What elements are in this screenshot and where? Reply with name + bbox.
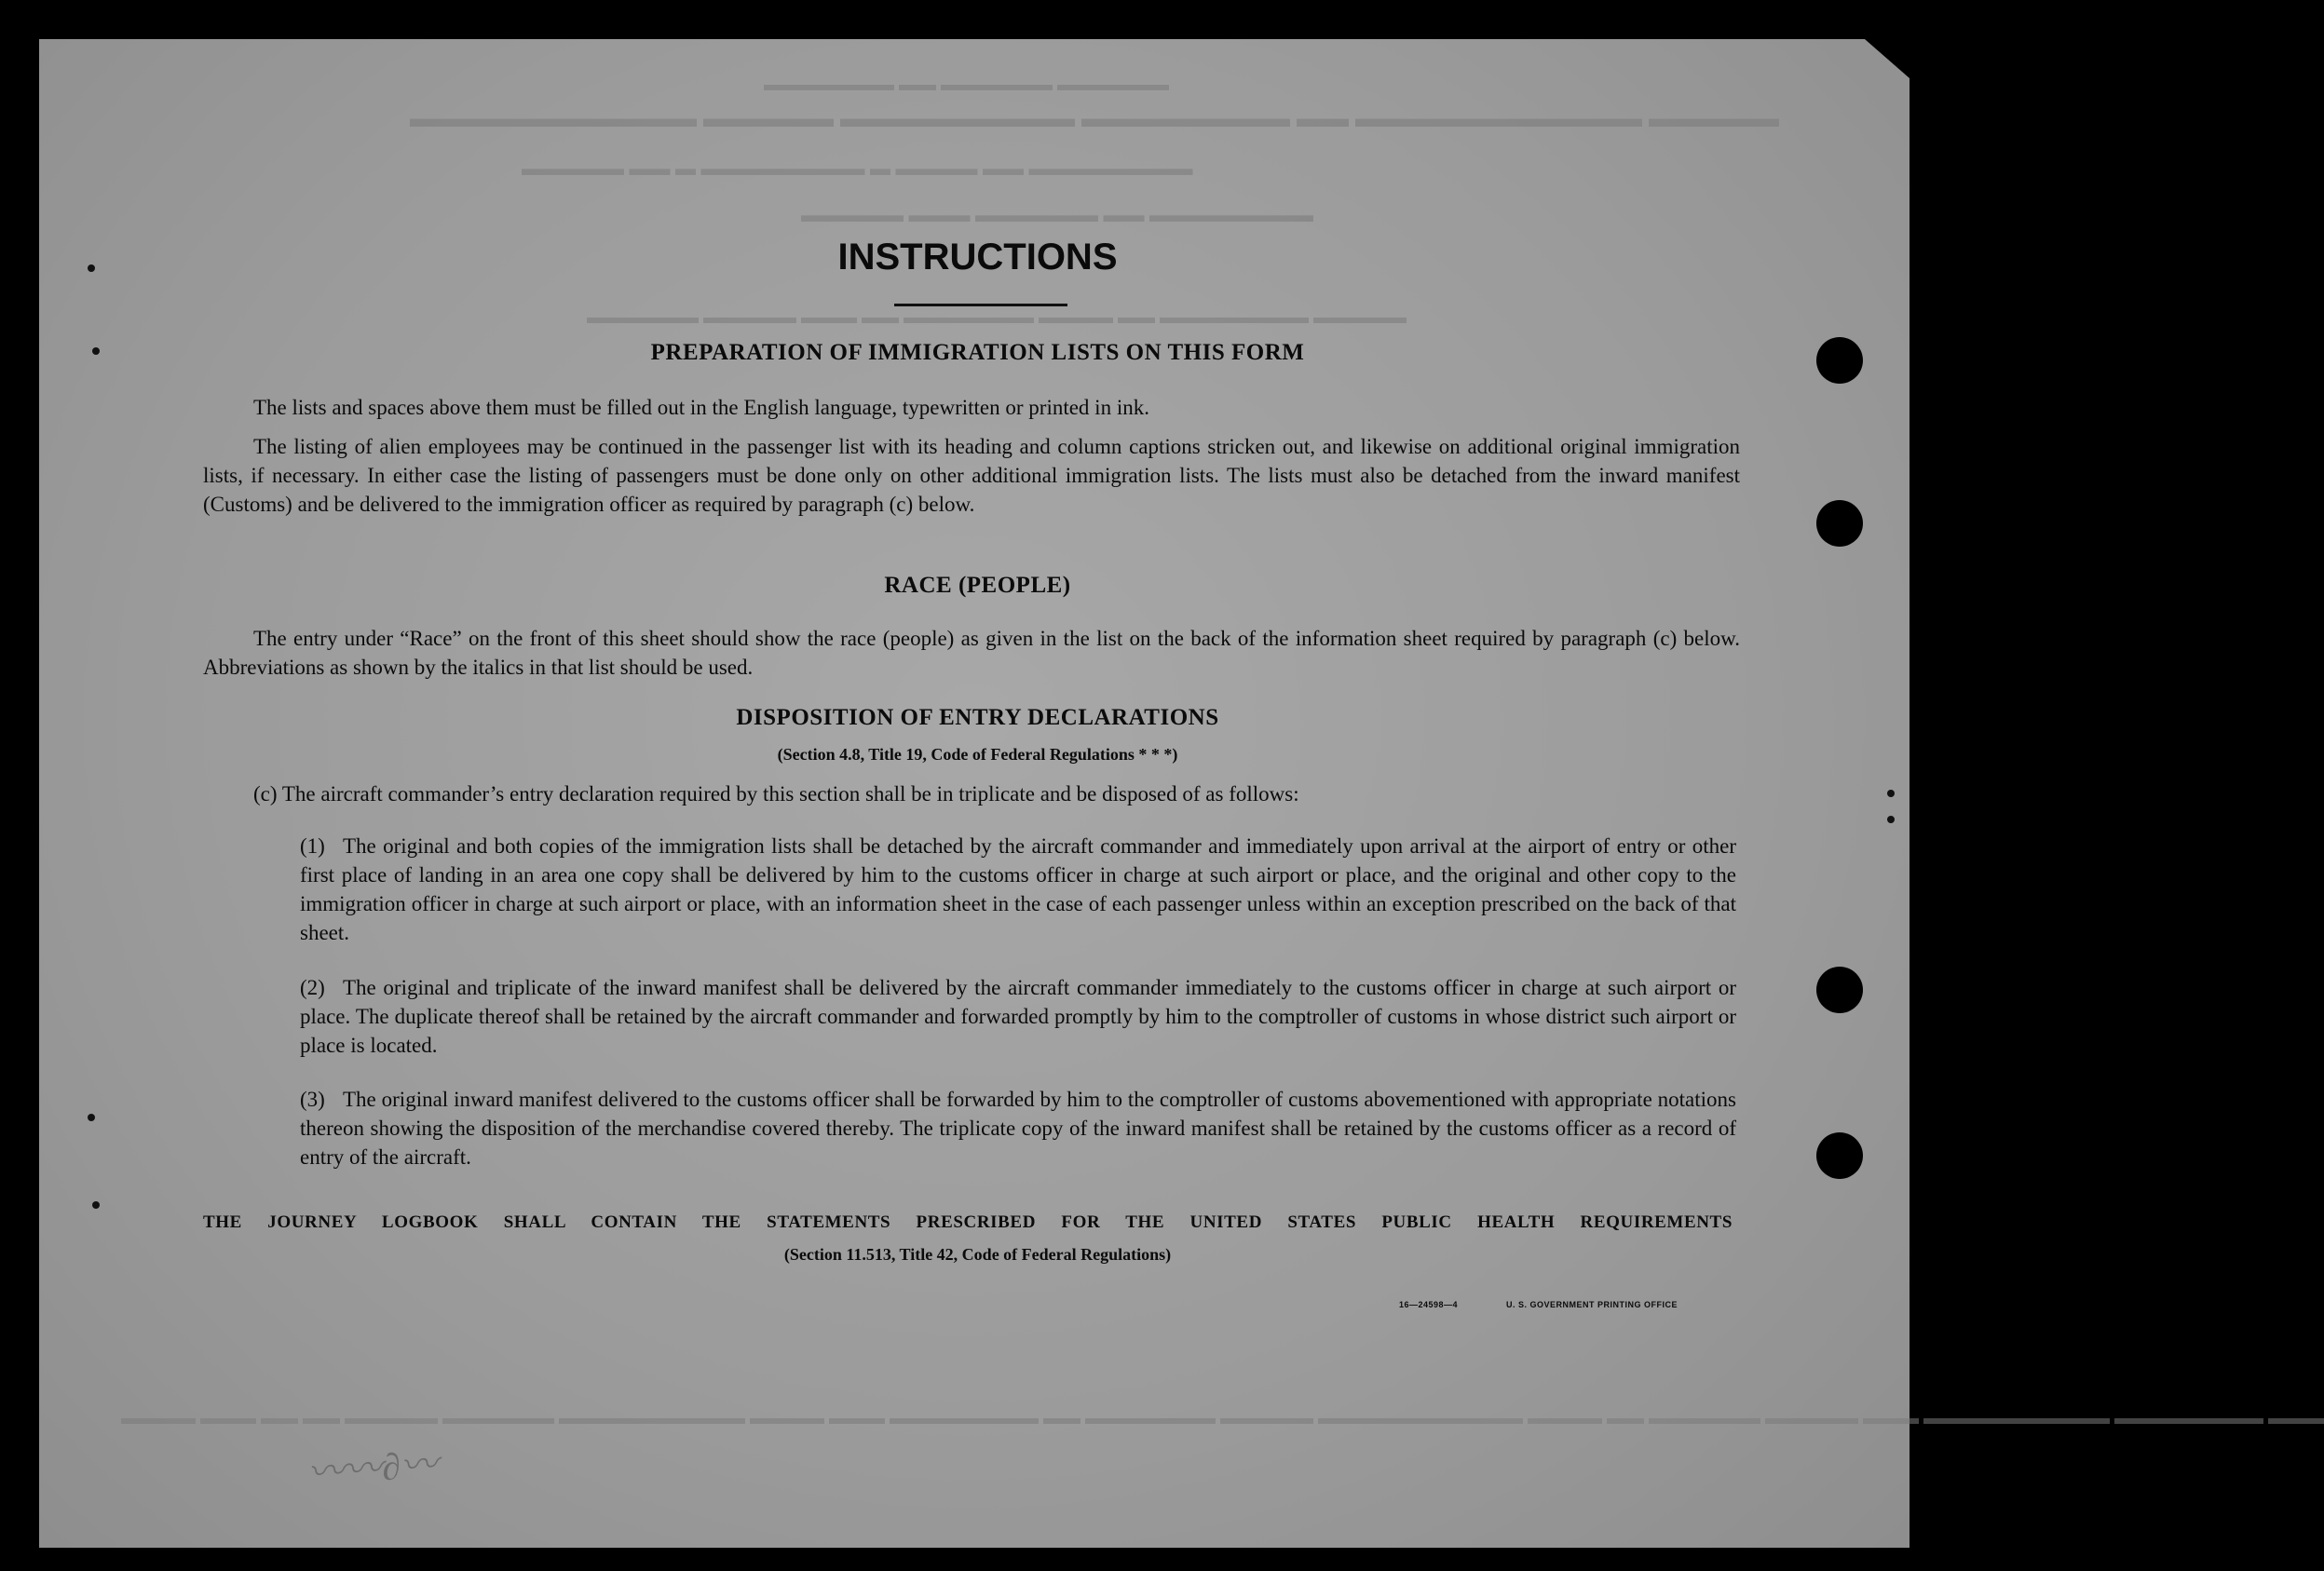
disposition-item-1 [300,832,1736,947]
item-text: The original and both copies of the immigration lists shall be detached by the aircraft commander and immediately upon arrival at the airport of entry or other first place of landing in an area one copy shall be delivered by him to the customs officer in charge at such airport or place, and the original and other copy to the immigration officer in charge at such airport or place, with an information sheet in the case of each passenger unless within an exception prescribed on the back of that sheet. [300,834,1736,944]
signature-bleed-through: 〰〰∂〰 [306,1442,440,1494]
item-number: (1) [300,834,325,858]
disposition-item-3 [300,1085,1736,1171]
bleed-through-row: ▬▬▬▬▬ ▬▬▬▬▬▬▬▬ ▬▬ ▬▬▬▬ ▬▬▬▬▬▬▬ ▬▬ ▬▬▬ ▬▬▬▬▬ ▬▬▬▬▬▬ [587,307,1407,328]
item-number: (3) [300,1088,325,1111]
printer-imprint: U. S. GOVERNMENT PRINTING OFFICE [1506,1300,1678,1309]
item-number: (2) [300,976,325,999]
page-title: INSTRUCTIONS [837,237,1118,278]
bleed-through-header: ▬▬▬▬▬▬ ▬▬▬▬▬▬ ▬▬ ▬▬▬▬▬▬▬ [764,74,1169,95]
race-paragraph: The entry under “Race” on the front of this sheet should show the race (people) as given in the list on the back of the information sheet required by paragraph (c) below. Abbreviations as shown by the italics in that list should be used. [203,627,1740,679]
section-heading-race: RACE (PEOPLE) [884,573,1071,598]
item-text: The original and triplicate of the inward manifest shall be delivered by the aircraft commander immediately to the customs officer in charge at such airport or place. The duplicate thereof shall be retained by the aircraft commander and forwarded promptly by him to the comptroller of customs in whose district such airport or place is located. [300,976,1736,1057]
public-health-statement: THE JOURNEY LOGBOOK SHALL CONTAIN THE STATEMENTS PRESCRIBED FOR THE UNITED STATES PUBLIC HEALTH REQUIREMENTS [203,1212,1733,1232]
binder-mark [1887,816,1895,823]
bleed-through-row: ▬▬▬▬▬▬▬▬ ▬▬ ▬▬▬▬▬▬ ▬▬▬ ▬▬▬▬▬ [801,203,1313,226]
bleed-through-row: ▬▬▬▬▬▬▬▬ ▬▬ ▬▬▬▬ ▬ ▬▬▬▬▬▬▬▬ ▬ ▬▬ ▬▬▬▬▬ [522,156,1193,180]
disposition-intro: (c) The aircraft commander’s entry declaration required by this section shall be in triplicate and be disposed of as follows: [253,782,1299,806]
title-underline [894,304,1067,306]
preparation-paragraph-2: The listing of alien employees may be continued in the passenger list with its heading and column captions stricken out, and likewise on additional original immigration lists, if necessary. In either case the listing of passengers must be done only on other additional immigration lists. The lists must also be detached from the inward manifest (Customs) and be delivered to the immigration officer as required by paragraph (c) below. [203,435,1740,516]
punch-hole [1816,967,1863,1013]
form-number: 16—24598—4 [1399,1300,1459,1309]
bleed-through-row: ▬▬▬ ▬▬▬▬▬▬▬▬ ▬▬▬▬▬▬▬▬▬▬ ▬▬▬ ▬▬▬▬▬ ▬▬▬▬▬▬ ▬▬ ▬▬▬▬ ▬▬▬▬▬▬▬▬▬▬▬ ▬▬▬▬▬ ▬▬▬▬▬▬▬ ▬▬ ▬▬▬▬▬▬▬▬ ▬▬▬ ▬▬▬▬ ▬▬▬▬▬▬▬▬▬▬ ▬▬▬▬▬▬ ▬▬▬▬▬ ▬▬ ▬▬ ▬▬▬ ▬▬▬▬ [121,1408,2324,1429]
punch-hole [1816,1132,1863,1179]
item-text: The original inward manifest delivered to the customs officer shall be forwarded by him to the comptroller of customs abovementioned with appropriate notations thereon showing the disposition of the merchandise covered thereby. The triplicate copy of the inward manifest shall be retained by the customs officer as a record of entry of the aircraft. [300,1088,1736,1169]
binder-mark [88,1114,95,1121]
disposition-item-2 [300,973,1736,1060]
binder-mark [92,1201,100,1209]
section-heading-disposition: DISPOSITION OF ENTRY DECLARATIONS [736,705,1219,730]
section-heading-preparation: PREPARATION OF IMMIGRATION LISTS ON THIS FORM [650,340,1305,365]
public-health-citation: (Section 11.513, Title 42, Code of Federal Regulations) [783,1245,1172,1264]
preparation-paragraph-1: The lists and spaces above them must be filled out in the English language, typewritten or printed in ink. [253,396,1149,419]
punch-hole [1816,500,1863,547]
disposition-citation: (Section 4.8, Title 19, Code of Federal Regulations * * *) [777,745,1178,764]
bleed-through-heading: ▬▬▬▬▬ ▬▬▬▬▬▬▬▬▬▬▬ ▬▬ ▬▬▬▬▬▬▬▬ ▬▬▬▬▬▬▬▬▬ ▬▬▬▬▬ ▬▬▬▬▬▬▬▬▬▬▬ [410,104,1779,133]
binder-mark [1887,790,1895,797]
